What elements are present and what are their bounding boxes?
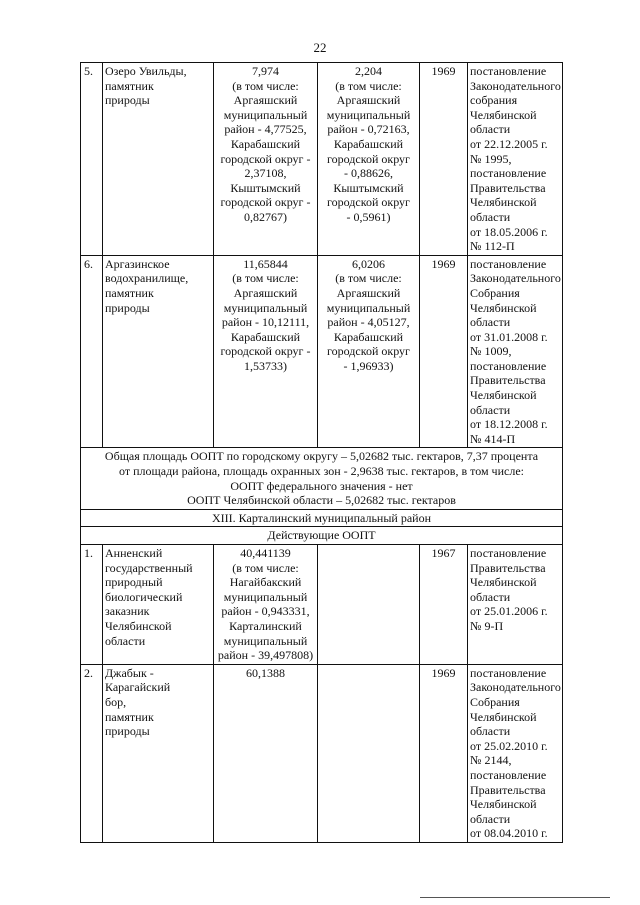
buffer-zone-value-cell <box>318 664 420 842</box>
legal-document-line: Челябинской <box>470 575 537 590</box>
legal-document-line: от 25.01.2006 г. <box>470 604 548 619</box>
area-name-line: Джабык - <box>105 665 154 680</box>
row-number-cell: 1. <box>81 545 103 665</box>
row-number-cell: 6. <box>81 255 103 448</box>
table-body-part1 <box>81 63 563 448</box>
legal-document-line: от 25.02.2010 г. <box>470 738 548 753</box>
row-number-cell: 5. <box>81 63 103 256</box>
legal-document-line: от 31.01.2008 г. <box>470 329 548 344</box>
protected-areas-table <box>80 62 563 843</box>
area-name-line: природный <box>105 575 163 590</box>
legal-document-line: Челябинской <box>470 195 537 210</box>
area-value-line: 2,37108, <box>244 166 287 181</box>
area-name-cell <box>103 63 214 256</box>
area-value-line: городской округ - <box>220 344 311 359</box>
legal-document-line: области <box>470 122 511 137</box>
legal-document-line: Челябинской <box>470 709 537 724</box>
area-name-cell <box>103 664 214 842</box>
area-value-line: район - 4,77525, <box>224 122 307 137</box>
legal-document-cell <box>468 255 563 448</box>
area-name-cell <box>103 545 214 665</box>
legal-document-line: № 1995, <box>470 151 512 166</box>
legal-document-cell <box>468 63 563 256</box>
legal-document-line: Законодательного <box>470 271 561 286</box>
area-value-line: Аргаяшский <box>233 93 298 108</box>
area-name-line: памятник <box>105 78 154 93</box>
area-value-line: район - 39,497808) <box>217 648 314 663</box>
legal-document-line: Правительства <box>470 560 546 575</box>
buffer-zone-value-cell <box>318 545 420 665</box>
buffer-zone-value-line: городской округ <box>327 195 410 210</box>
area-name-line: биологический <box>105 589 183 604</box>
area-value-line: (в том числе: <box>232 560 299 575</box>
area-name-line: Аргазинское <box>105 256 170 271</box>
buffer-zone-value-line: Аргаяшский <box>336 93 401 108</box>
area-value-line: муниципальный <box>223 589 308 604</box>
area-value-line: Кыштымский <box>230 180 301 195</box>
area-value-line: Нагайбакский <box>229 575 302 590</box>
area-name-line: государственный <box>105 560 193 575</box>
area-value-cell <box>214 63 318 256</box>
legal-document-line: Правительства <box>470 373 546 388</box>
buffer-zone-value-cell <box>318 63 420 256</box>
legal-document-line: от 22.12.2005 г. <box>470 136 548 151</box>
area-value-line: район - 10,12111, <box>221 315 310 330</box>
area-name-line: памятник <box>105 285 154 300</box>
area-value-line: Аргаяшский <box>233 285 298 300</box>
legal-document-line: постановление <box>470 166 547 181</box>
buffer-zone-value-line: 2,204 <box>355 64 382 78</box>
buffer-zone-value-line: городской округ <box>327 151 410 166</box>
area-name-line: заказник <box>105 604 150 619</box>
legal-document-line: № 9-П <box>470 618 504 633</box>
legal-document-line: собрания <box>470 93 518 108</box>
buffer-zone-value-line: - 0,5961) <box>346 209 391 224</box>
established-year-cell: 1969 <box>420 664 468 842</box>
buffer-zone-value-line: район - 4,05127, <box>327 315 410 330</box>
area-value-cell <box>214 545 318 665</box>
table-row <box>81 664 563 842</box>
page-number: 22 <box>313 40 327 55</box>
area-value-line: городской округ - <box>220 151 311 166</box>
legal-document-line: Законодательного <box>470 680 561 695</box>
area-value-line: 60,1388 <box>246 665 285 680</box>
legal-document-line: Правительства <box>470 180 546 195</box>
summary-line-2: от площади района, площадь охранных зон - 2,9638 тыс. гектаров, в том числе: <box>119 464 524 479</box>
area-name-line: бор, <box>105 694 127 709</box>
buffer-zone-value-line: Карабашский <box>333 329 404 344</box>
established-year-cell: 1969 <box>420 63 468 256</box>
legal-document-line: Челябинской <box>470 797 537 812</box>
legal-document-line: Собрания <box>470 694 520 709</box>
legal-document-line: Законодательного <box>470 78 561 93</box>
legal-document-line: области <box>470 811 511 826</box>
buffer-zone-value-line: Аргаяшский <box>336 285 401 300</box>
buffer-zone-value-line: 6,0206 <box>352 256 385 271</box>
area-value-line: (в том числе: <box>232 271 299 286</box>
area-name-line: водохранилище, <box>105 271 189 286</box>
legal-document-line: № 414-П <box>470 431 516 446</box>
buffer-zone-value-line: - 1,96933) <box>343 358 394 373</box>
buffer-zone-value-line: (в том числе: <box>335 78 402 93</box>
section-title: XIII. Карталинский муниципальный район <box>81 509 563 527</box>
buffer-zone-value-line: муниципальный <box>326 300 411 315</box>
legal-document-line: Челябинской <box>470 107 537 122</box>
area-value-line: муниципальный <box>223 300 308 315</box>
legal-document-line: постановление <box>470 546 547 560</box>
area-value-line: Карабашский <box>230 136 301 151</box>
table-row <box>81 545 563 665</box>
legal-document-line: области <box>470 589 511 604</box>
area-value-cell <box>214 255 318 448</box>
buffer-zone-value-line: район - 0,72163, <box>327 122 410 137</box>
legal-document-line: Правительства <box>470 782 546 797</box>
legal-document-line: области <box>470 209 511 224</box>
summary-line-1: Общая площадь ООПТ по городскому округу – 5,02682 тыс. гектаров, 7,37 процента <box>104 449 539 464</box>
legal-document-line: области <box>470 402 511 417</box>
legal-document-line: № 1009, <box>470 344 512 359</box>
legal-document-line: постановление <box>470 665 547 680</box>
legal-document-line: № 112-П <box>470 239 515 254</box>
table-row <box>81 255 563 448</box>
legal-document-line: от 18.12.2008 г. <box>470 417 548 432</box>
area-value-cell <box>214 664 318 842</box>
summary-line-4: ООПТ Челябинской области – 5,02682 тыс. гектаров <box>187 493 456 508</box>
area-name-line: памятник <box>105 709 154 724</box>
buffer-zone-value-line: городской округ <box>327 344 410 359</box>
summary-cell <box>81 448 563 509</box>
area-name-line: природы <box>105 93 150 108</box>
legal-document-cell <box>468 545 563 665</box>
bottom-rule <box>420 897 610 898</box>
area-name-line: Челябинской <box>105 618 172 633</box>
area-value-line: район - 0,943331, <box>221 604 310 619</box>
legal-document-line: Челябинской <box>470 300 537 315</box>
legal-document-line: постановление <box>470 64 547 78</box>
area-value-line: 1,53733) <box>244 358 287 373</box>
legal-document-line: Челябинской <box>470 388 537 403</box>
area-value-line: (в том числе: <box>232 78 299 93</box>
table-summary-block <box>81 448 563 545</box>
established-year-cell: 1969 <box>420 255 468 448</box>
subsection-header-row <box>81 527 563 545</box>
buffer-zone-value-line: Кыштымский <box>333 180 404 195</box>
buffer-zone-value-line: муниципальный <box>326 107 411 122</box>
section-header-row <box>81 509 563 527</box>
legal-document-line: области <box>470 724 511 739</box>
area-value-line: 11,65844 <box>243 256 288 271</box>
area-value-line: Карабашский <box>230 329 301 344</box>
legal-document-cell <box>468 664 563 842</box>
legal-document-line: от 18.05.2006 г. <box>470 224 548 239</box>
area-value-line: муниципальный <box>223 107 308 122</box>
legal-document-line: постановление <box>470 767 547 782</box>
summary-row <box>81 448 563 509</box>
area-value-line: 7,974 <box>252 64 279 78</box>
legal-document-line: № 2144, <box>470 753 512 768</box>
buffer-zone-value-line: - 0,88626, <box>344 166 393 181</box>
area-value-line: 40,441139 <box>240 546 291 560</box>
table-body-part2 <box>81 545 563 843</box>
area-name-line: Озеро Увильды, <box>105 64 187 78</box>
area-value-line: 0,82767) <box>244 209 287 224</box>
established-year-cell: 1967 <box>420 545 468 665</box>
legal-document-line: области <box>470 315 511 330</box>
legal-document-line: от 08.04.2010 г. <box>470 826 548 841</box>
area-value-line: городской округ - <box>220 195 311 210</box>
area-name-line: области <box>105 633 146 648</box>
area-name-line: природы <box>105 724 150 739</box>
legal-document-line: Собрания <box>470 285 520 300</box>
area-name-line: Карагайский <box>105 680 171 695</box>
buffer-zone-value-line: Карабашский <box>333 136 404 151</box>
area-name-line: природы <box>105 300 150 315</box>
area-name-cell <box>103 255 214 448</box>
table-row <box>81 63 563 256</box>
area-value-line: муниципальный <box>223 633 308 648</box>
area-name-line: Анненский <box>105 546 163 560</box>
buffer-zone-value-line: (в том числе: <box>335 271 402 286</box>
legal-document-line: постановление <box>470 358 547 373</box>
subsection-title: Действующие ООПТ <box>81 527 563 545</box>
area-value-line: Карталинский <box>229 618 302 633</box>
buffer-zone-value-cell <box>318 255 420 448</box>
row-number-cell: 2. <box>81 664 103 842</box>
legal-document-line: постановление <box>470 256 547 271</box>
summary-line-3: ООПТ федерального значения - нет <box>230 478 413 493</box>
